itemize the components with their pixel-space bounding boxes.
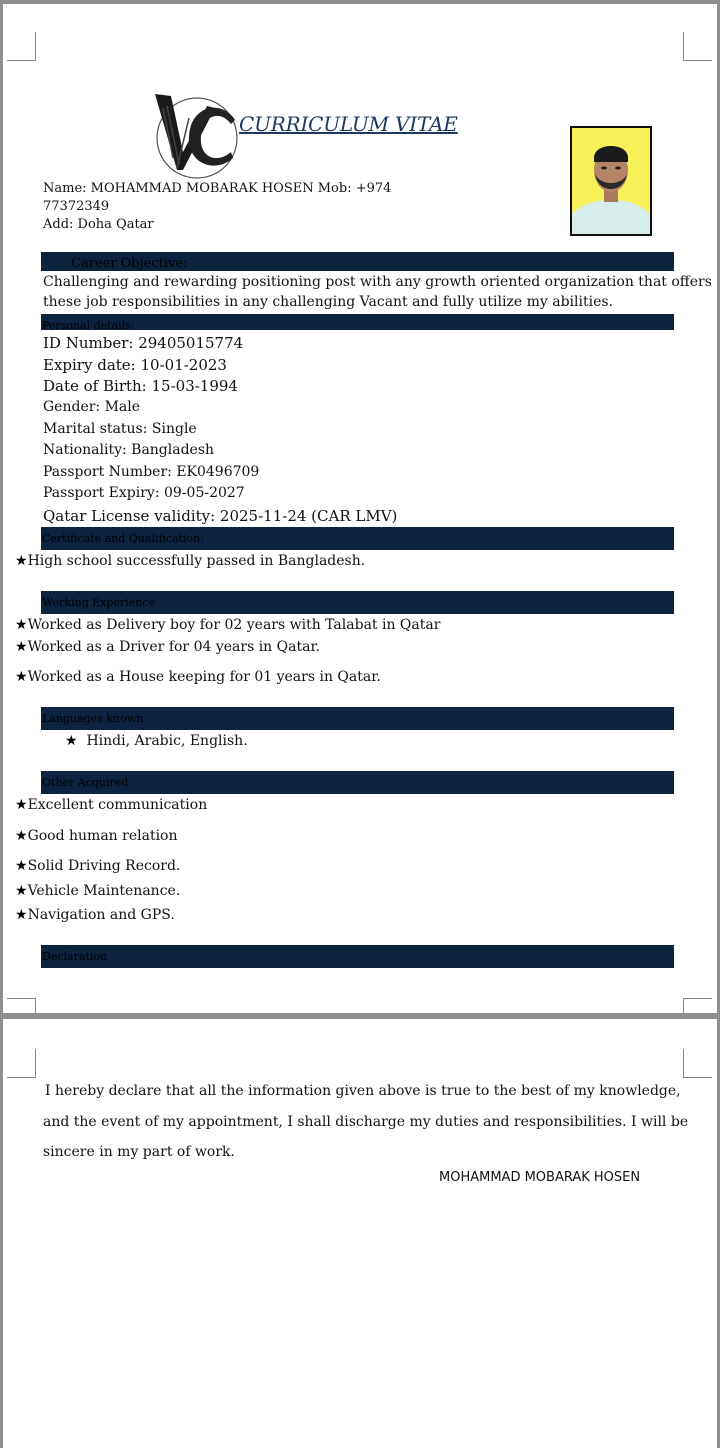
personal-detail-item: Gender: Male — [43, 399, 141, 415]
objective-line: Challenging and rewarding positioning post with any growth oriented organization that offers — [43, 274, 712, 290]
personal-detail-item: Nationality: Bangladesh — [43, 442, 215, 458]
skill-item: ★Navigation and GPS. — [15, 907, 175, 923]
experience-item: ★Worked as a House keeping for 01 years in Qatar. — [15, 669, 381, 685]
personal-detail-item: Date of Birth: 15-03-1994 — [43, 377, 238, 395]
objective-line: these job responsibilities in any challenging Vacant and fully utilize my abilities. — [43, 294, 614, 310]
section-heading: Other Acquired — [42, 776, 129, 789]
skill-item: ★Solid Driving Record. — [15, 858, 181, 874]
vc-logo — [149, 88, 241, 184]
name-mobile-line: Name: MOHAMMAD MOBARAK HOSEN Mob: +974 — [43, 181, 392, 196]
corner-mark — [7, 32, 36, 61]
personal-detail-item: Expiry date: 10-01-2023 — [43, 356, 227, 374]
corner-mark — [7, 998, 36, 1013]
personal-detail-item: Passport Expiry: 09-05-2027 — [43, 485, 245, 501]
mobile-number: 77372349 — [43, 199, 110, 214]
star-icon: ★ — [15, 669, 28, 685]
skill-item: ★Good human relation — [15, 828, 178, 844]
section-bar-personal-details — [41, 314, 674, 330]
section-bar-languages — [41, 707, 674, 730]
experience-item: ★Worked as a Driver for 04 years in Qatar. — [15, 639, 321, 655]
corner-mark — [7, 1049, 36, 1078]
section-bar-career-objective — [41, 252, 674, 271]
skill-item: ★Vehicle Maintenance. — [15, 883, 181, 899]
section-heading: Declaration — [42, 950, 108, 963]
star-icon: ★ — [15, 907, 28, 923]
section-heading: Certificate and Qualification: — [42, 532, 204, 545]
section-heading: Personal details: — [42, 319, 135, 332]
profile-photo — [570, 126, 652, 236]
experience-item: ★Worked as Delivery boy for 02 years with Talabat in Qatar — [15, 617, 441, 633]
star-icon: ★ — [65, 733, 78, 749]
section-bar-certificate — [41, 527, 674, 550]
section-bar-other-acquired — [41, 771, 674, 794]
section-heading: Career Objective: — [71, 256, 188, 271]
document-page-1 — [3, 4, 717, 1013]
declaration-line: I hereby declare that all the information given above is true to the best of my knowledge, — [45, 1083, 681, 1099]
skill-item: ★Excellent communication — [15, 797, 208, 813]
personal-detail-item: Marital status: Single — [43, 421, 197, 437]
personal-detail-item: Passport Number: EK0496709 — [43, 464, 260, 480]
star-icon: ★ — [15, 797, 28, 813]
corner-mark — [683, 32, 712, 61]
star-icon: ★ — [15, 883, 28, 899]
personal-detail-item: Qatar License validity: 2025-11-24 (CAR LMV) — [43, 507, 398, 525]
personal-detail-item: ID Number: 29405015774 — [43, 334, 244, 352]
qualification-item: ★High school successfully passed in Bangladesh. — [15, 553, 366, 569]
section-heading: Working Experience — [42, 596, 156, 609]
star-icon: ★ — [15, 858, 28, 874]
section-bar-declaration — [41, 945, 674, 968]
document-page-2 — [3, 1019, 717, 1448]
star-icon: ★ — [15, 828, 28, 844]
declaration-line: sincere in my part of work. — [43, 1144, 235, 1160]
star-icon: ★ — [15, 553, 28, 569]
star-icon: ★ — [15, 617, 28, 633]
star-icon: ★ — [15, 639, 28, 655]
corner-mark — [683, 1049, 712, 1078]
section-bar-working-experience — [41, 591, 674, 614]
signature-name: MOHAMMAD MOBARAK HOSEN — [439, 1170, 641, 1185]
declaration-line: and the event of my appointment, I shall discharge my duties and responsibilities. I will be — [43, 1114, 689, 1130]
corner-mark — [683, 998, 712, 1013]
address: Add: Doha Qatar — [43, 217, 154, 232]
languages-item: ★ Hindi, Arabic, English. — [65, 733, 248, 749]
document-title: CURRICULUM VITAE — [239, 112, 458, 136]
section-heading: Languages known — [42, 712, 144, 725]
